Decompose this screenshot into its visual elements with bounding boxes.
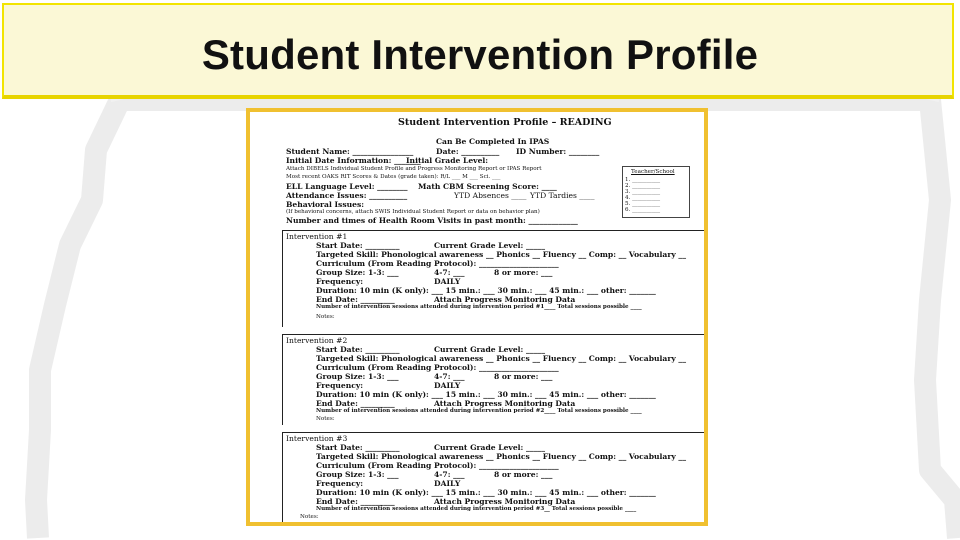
notes-label: Notes: <box>300 514 319 520</box>
group-mid-field: 4-7: ___ <box>434 268 465 277</box>
notes-label: Notes: <box>316 314 335 320</box>
targeted-skill-field: Targeted Skill: Phonological awareness __ Phonics __ Fluency __ Comp: __ Vocabulary __ <box>316 250 686 259</box>
teacher-school-box <box>622 166 690 218</box>
group-size-field: Group Size: 1-3: ___ <box>316 372 399 381</box>
current-grade-field: Current Grade Level: _____ <box>434 345 545 354</box>
sessions-line: Number of intervention sessions attended during intervention period #1____ Total sessions possible ____ <box>316 304 642 310</box>
id-number-field: ID Number: ________ <box>516 147 600 156</box>
curriculum-field: Curriculum (From Reading Protocol): _____________________ <box>316 363 559 372</box>
attendance-field: Attendance Issues: __________ <box>286 191 408 200</box>
form-image <box>246 108 708 526</box>
group-mid-field: 4-7: ___ <box>434 372 465 381</box>
ytd-absences-field: YTD Absences ____ <box>454 191 527 200</box>
curriculum-field: Curriculum (From Reading Protocol): _____________________ <box>316 461 559 470</box>
math-cbm-field: Math CBM Screening Score: ____ <box>418 182 557 191</box>
intervention-label: Intervention #3 <box>286 434 348 443</box>
sessions-line: Number of intervention sessions attended during intervention period #3__ Total sessions possible ____ <box>316 506 637 512</box>
group-large-field: 8 or more: ___ <box>494 268 553 277</box>
notes-label: Notes: <box>316 416 335 422</box>
curriculum-field: Curriculum (From Reading Protocol): _____________________ <box>316 259 559 268</box>
current-grade-field: Current Grade Level: _____ <box>434 241 545 250</box>
duration-field: Duration: 10 min (K only): ___ 15 min.: ___ 30 min.: ___ 45 min.: ___ other: _______ <box>316 488 656 497</box>
teacher-line: 5. __________ <box>625 201 661 207</box>
intervention-label: Intervention #1 <box>286 232 348 241</box>
ipas-note: Can Be Completed In IPAS <box>436 137 550 146</box>
current-grade-field: Current Grade Level: _____ <box>434 443 545 452</box>
teacher-box-label: Teacher/School <box>631 169 675 175</box>
student-name-field: Student Name: ________________ <box>286 147 414 156</box>
frequency-field: Frequency: <box>316 381 364 390</box>
targeted-skill-field: Targeted Skill: Phonological awareness __ Phonics __ Fluency __ Comp: __ Vocabulary __ <box>316 354 686 363</box>
attach-pm-note: Attach Progress Monitoring Data <box>434 497 576 506</box>
initial-grade-field: Initial Grade Level: <box>406 156 489 165</box>
teacher-line: 3. __________ <box>625 189 661 195</box>
start-date-field: Start Date: _________ <box>316 241 400 250</box>
attach-pm-note: Attach Progress Monitoring Data <box>434 399 576 408</box>
health-room-field: Number and times of Health Room Visits in past month: _____________ <box>286 216 578 225</box>
group-size-field: Group Size: 1-3: ___ <box>316 268 399 277</box>
teacher-line: 1. __________ <box>625 177 661 183</box>
title-band <box>2 3 954 99</box>
frequency-daily: DAILY <box>434 277 461 286</box>
frequency-field: Frequency: <box>316 479 364 488</box>
duration-field: Duration: 10 min (K only): ___ 15 min.: ___ 30 min.: ___ 45 min.: ___ other: _______ <box>316 286 656 295</box>
teacher-line: 2. __________ <box>625 183 661 189</box>
group-mid-field: 4-7: ___ <box>434 470 465 479</box>
group-large-field: 8 or more: ___ <box>494 470 553 479</box>
ell-level-field: ELL Language Level: ________ <box>286 182 408 191</box>
end-date-field: End Date: _________ <box>316 295 395 304</box>
teacher-line: 6. __________ <box>625 207 661 213</box>
start-date-field: Start Date: _________ <box>316 443 400 452</box>
ytd-tardies-field: YTD Tardies ____ <box>530 191 595 200</box>
start-date-field: Start Date: _________ <box>316 345 400 354</box>
end-date-field: End Date: _________ <box>316 497 395 506</box>
form-page <box>250 112 704 522</box>
targeted-skill-field: Targeted Skill: Phonological awareness __ Phonics __ Fluency __ Comp: __ Vocabulary __ <box>316 452 686 461</box>
initial-date-field: Initial Date Information: _______ <box>286 156 421 165</box>
intervention-label: Intervention #2 <box>286 336 348 345</box>
behavioral-note: (If behavioral concerns, attach SWIS Individual Student Report or data on behavior plan) <box>286 209 540 215</box>
form-heading: Student Intervention Profile – READING <box>398 117 612 128</box>
frequency-field: Frequency: <box>316 277 364 286</box>
group-size-field: Group Size: 1-3: ___ <box>316 470 399 479</box>
frequency-daily: DAILY <box>434 381 461 390</box>
date-field: Date: __________ <box>436 147 500 156</box>
oaks-scores-field: Most recent OAKS RIT Scores & Dates (grade taken): R/L ___ M ___ Sci. ___ <box>286 174 501 180</box>
sessions-line: Number of intervention sessions attended during intervention period #2____ Total sessions possible ____ <box>316 408 642 414</box>
attach-pm-note: Attach Progress Monitoring Data <box>434 295 576 304</box>
teacher-line: 4. __________ <box>625 195 661 201</box>
group-large-field: 8 or more: ___ <box>494 372 553 381</box>
behavioral-field: Behavioral Issues: <box>286 200 365 209</box>
frequency-daily: DAILY <box>434 479 461 488</box>
duration-field: Duration: 10 min (K only): ___ 15 min.: ___ 30 min.: ___ 45 min.: ___ other: _______ <box>316 390 656 399</box>
attach-dibels-note: Attach DIBELS Individual Student Profile and Progress Monitoring Report or IPAS Report <box>286 166 542 172</box>
slide-title: Student Intervention Profile <box>201 31 759 78</box>
end-date-field: End Date: _________ <box>316 399 395 408</box>
